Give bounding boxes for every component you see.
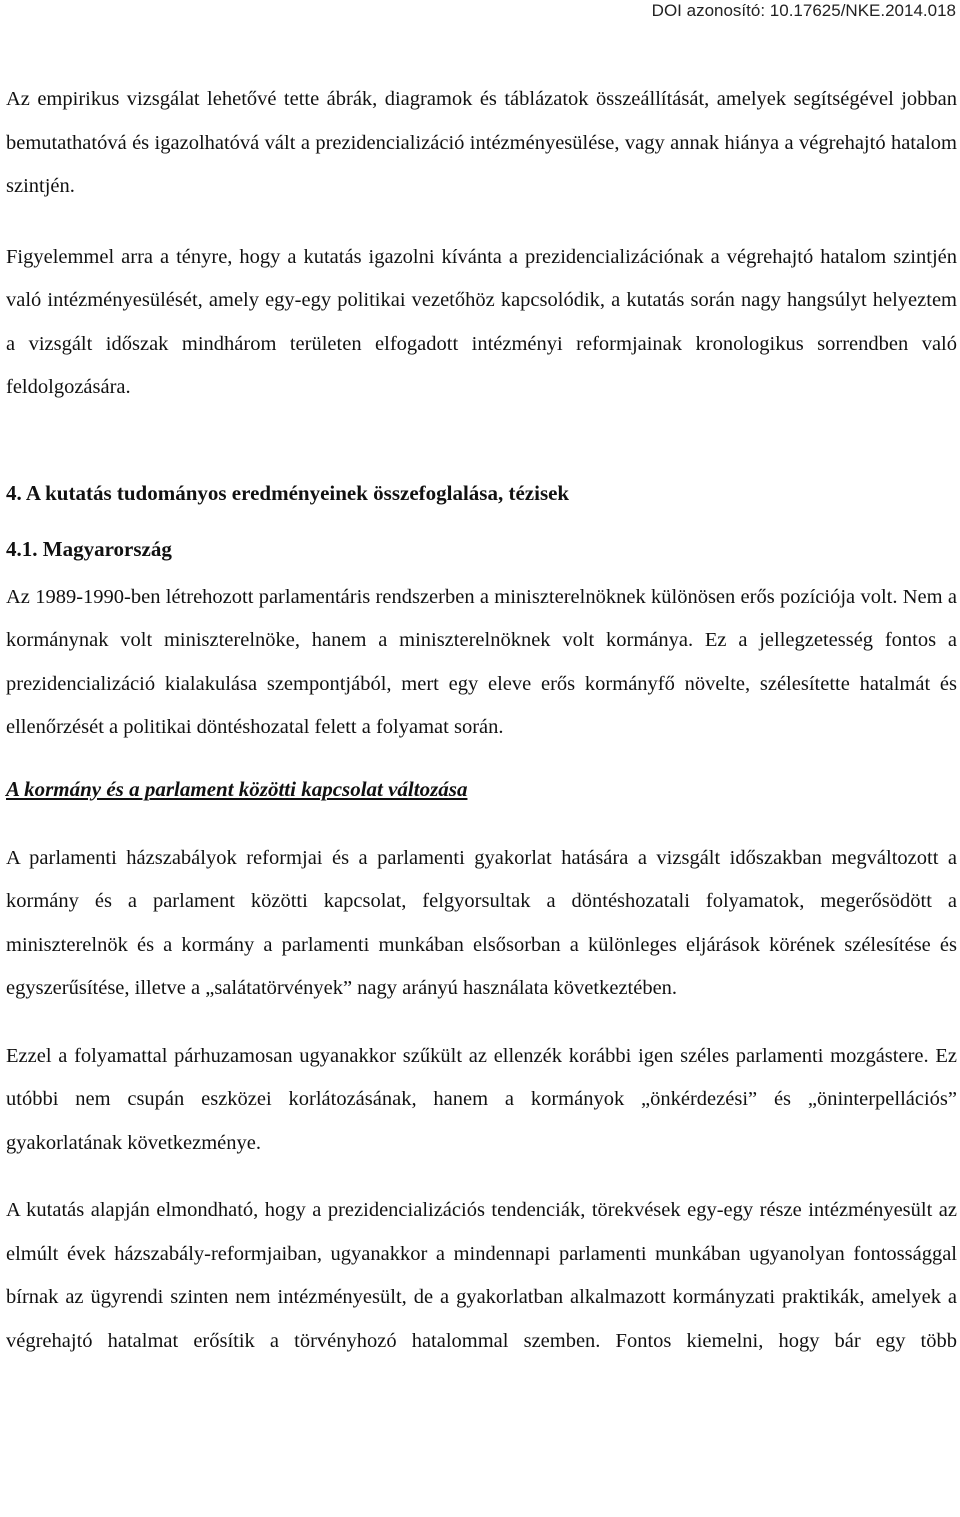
doi-identifier: DOI azonosító: 10.17625/NKE.2014.018 bbox=[651, 1, 956, 20]
section-heading: 4.1. Magyarország bbox=[6, 536, 172, 561]
chapter-heading: 4. A kutatás tudományos eredményeinek összefoglalása, tézisek bbox=[6, 480, 570, 505]
document-body bbox=[6, 78, 957, 1363]
subsection-heading: A kormány és a parlament közötti kapcsolat változása bbox=[6, 776, 468, 801]
paragraph-empirical-analysis: Az empirikus vizsgálat lehetővé tette ábrák, diagramok és táblázatok összeállítását, amelyek segítségével jobban bemutathatóvá és igazolhatóvá vált a prezidencializáció intézményesülése, vagy annak hiánya a végrehajtó hatalom szintjén. bbox=[6, 88, 957, 197]
paragraph-prime-minister-position: Az 1989-1990-ben létrehozott parlamentáris rendszerben a miniszterelnöknek különösen erős pozíciója volt. Nem a kormánynak volt miniszterelnöke, hanem a miniszterelnöknek volt kormánya. Ez a jellegzetesség fontos a prezidencializáció kialakulása szempontjából, mert egy eleve erős kormányfő növelte, szélesítette hatalmát és ellenőrzését a politikai döntéshozatal felett a folyamat során. bbox=[6, 585, 957, 738]
paragraph-opposition: Ezzel a folyamattal párhuzamosan ugyanakkor szűkült az ellenzék korábbi igen széles parlamenti mozgástere. Ez utóbbi nem csupán eszközei korlátozásának, hanem a kormányok „önkérdezési” és „öninterpellációs” gyakorlatának következménye. bbox=[6, 1044, 957, 1154]
paragraph-research-focus: Figyelemmel arra a tényre, hogy a kutatás igazolni kívánta a prezidencializációnak a végrehajtó hatalom szintjén való intézményesülését, amely egy-egy politikai vezetőhöz kapcsolódik, a kutatás során nagy hangsúlyt helyeztem a vizsgált időszak mindhárom területen elfogadott intézményi reformjainak kronologikus sorrendben való feldolgozására. bbox=[6, 245, 957, 398]
paragraph-parliament-reforms: A parlamenti házszabályok reformjai és a parlamenti gyakorlat hatására a vizsgált időszakban megváltozott a kormány és a parlament közötti kapcsolat, felgyorsultak a döntéshozatali folyamatok, megerősödött a miniszterelnök és a kormány a parlamenti munkában elsősorban a különleges eljárások körének szélesítése és egyszerűsítése, illetve a „salátatörvények” nagy arányú használata következtében. bbox=[6, 846, 957, 999]
paragraph-research-conclusion: A kutatás alapján elmondható, hogy a prezidencializációs tendenciák, törekvések egy-egy része intézményesült az elmúlt évek házszabály-reformjaiban, ugyanakkor a mindennapi parlamenti munkában ugyanolyan fontossággal bírnak az ügyrendi szinten nem intézményesült, de a gyakorlatban alkalmazott kormányzati praktikák, amelyek a végrehajtó hatalmat erősítik a törvényhozó hatalommal szemben. Fontos kiemelni, hogy bár egy több bbox=[6, 1199, 957, 1352]
